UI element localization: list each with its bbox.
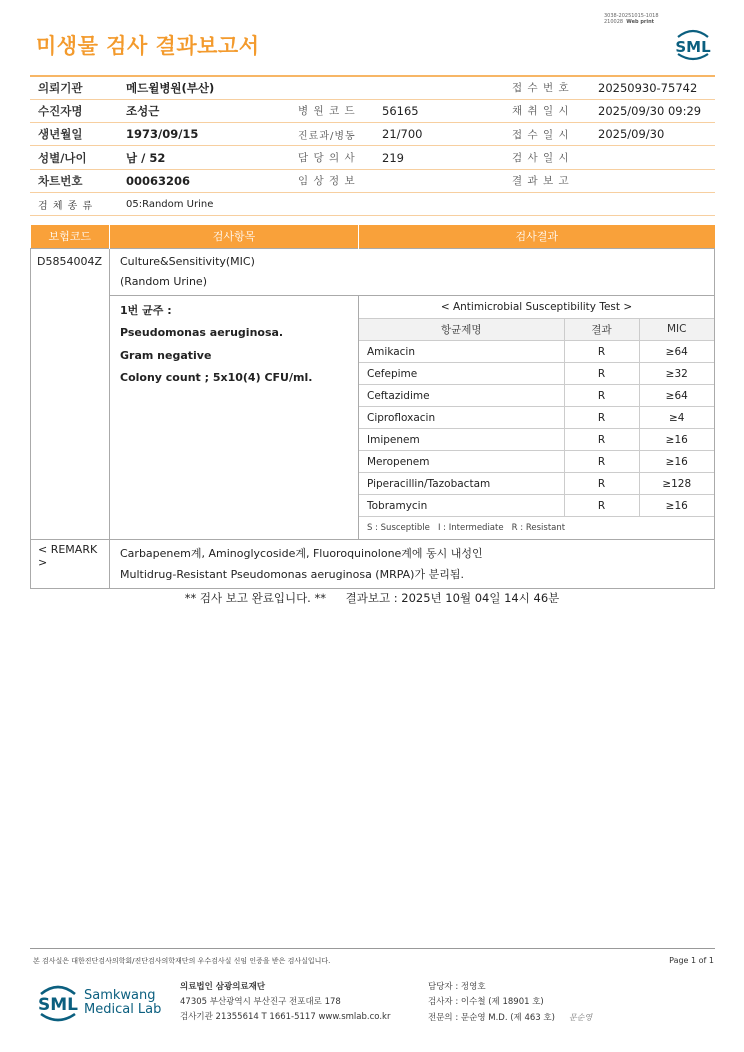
remark-text <box>110 539 715 588</box>
result-row <box>31 295 715 539</box>
header-insurance-code: 보험코드 <box>31 225 110 248</box>
completion-line <box>0 590 744 606</box>
ast-result: R <box>564 429 639 451</box>
staff-line: 담당자 : 정영호 <box>428 982 486 992</box>
info-label: 차트번호 <box>30 169 118 192</box>
test-row <box>31 248 715 295</box>
organism-line: 1번 균주 : <box>120 303 172 317</box>
footer-divider <box>30 948 715 949</box>
page-number: Page 1 of 1 <box>669 956 714 965</box>
info-value <box>374 76 500 99</box>
info-value: 219 <box>374 146 500 169</box>
ast-cell <box>359 295 715 539</box>
info-row <box>30 99 715 122</box>
remark-row <box>31 539 715 588</box>
ast-drug: Ceftazidime <box>359 385 564 407</box>
completion-text: ** 검사 보고 완료입니다. ** <box>184 591 326 605</box>
info-label: 병 원 코 드 <box>286 99 374 122</box>
org-address: 47305 부산광역시 부산진구 전포대로 178 <box>180 997 341 1007</box>
info-row <box>30 192 715 215</box>
ast-header-mic: MIC <box>639 318 714 341</box>
org-contact: 검사기관 21355614 T 1661-5117 www.smlab.co.kr <box>180 1012 391 1022</box>
staff-line: 전문의 : 문순영 M.D. (제 463 호) <box>428 1013 555 1023</box>
remark-line: Carbapenem계, Aminoglycoside계, Fluoroquinolone계에 동시 내성인 <box>120 546 483 560</box>
info-row <box>30 146 715 169</box>
ast-drug: Ciprofloxacin <box>359 407 564 429</box>
test-item-line: (Random Urine) <box>120 274 207 288</box>
ast-table <box>359 296 714 539</box>
results-header <box>31 225 715 248</box>
ast-mic: ≥64 <box>639 385 714 407</box>
print-code-1: 3038-20251015-1018 <box>604 13 659 19</box>
info-value: 1973/09/15 <box>118 123 286 146</box>
signature: 문순영 <box>568 1013 593 1022</box>
insurance-code: D5854004Z <box>31 248 110 539</box>
info-value: 조성근 <box>118 99 286 122</box>
print-id <box>604 13 659 25</box>
info-value: 21/700 <box>374 123 500 146</box>
info-label: 수진자명 <box>30 99 118 122</box>
ast-result: R <box>564 385 639 407</box>
ast-drug: Piperacillin/Tazobactam <box>359 473 564 495</box>
ast-row <box>359 363 714 385</box>
ast-result: R <box>564 363 639 385</box>
staff-info <box>428 980 592 1026</box>
info-label: 임 상 정 보 <box>286 169 374 192</box>
ast-mic: ≥16 <box>639 495 714 517</box>
info-value: 20250930-75742 <box>590 76 715 99</box>
info-label: 의뢰기관 <box>30 76 118 99</box>
ast-mic: ≥32 <box>639 363 714 385</box>
test-item-line: Culture&Sensitivity(MIC) <box>120 254 255 268</box>
info-value: 남 / 52 <box>118 146 286 169</box>
lab-name-line: Samkwang <box>84 988 156 1003</box>
info-value <box>590 146 715 169</box>
header-test-item: 검사항목 <box>110 225 359 248</box>
info-label: 접 수 번 호 <box>500 76 590 99</box>
sml-logo-icon <box>672 26 714 62</box>
info-label: 채 취 일 시 <box>500 99 590 122</box>
info-label: 성별/나이 <box>30 146 118 169</box>
ast-row <box>359 429 714 451</box>
staff-line: 검사자 : 이수철 (제 18901 호) <box>428 997 544 1007</box>
ast-title: < Antimicrobial Susceptibility Test > <box>359 296 714 319</box>
ast-drug: Cefepime <box>359 363 564 385</box>
org-name: 의료법인 삼광의료재단 <box>180 982 266 992</box>
report-title: 미생물 검사 결과보고서 <box>36 34 260 58</box>
report-time: 결과보고 : 2025년 10월 04일 14시 46분 <box>345 591 560 605</box>
info-value <box>590 169 715 192</box>
info-label: 접 수 일 시 <box>500 123 590 146</box>
info-value <box>374 169 500 192</box>
info-label: 진료과/병동 <box>286 123 374 146</box>
lab-name <box>84 989 161 1017</box>
ast-row <box>359 495 714 517</box>
organism-line: Pseudomonas aeruginosa. <box>120 326 284 339</box>
footer-logo-text: SML <box>38 995 78 1015</box>
organism-line: Colony count ; 5x10(4) CFU/ml. <box>120 371 313 384</box>
info-label <box>286 76 374 99</box>
print-label: Web print <box>626 19 655 25</box>
ast-mic: ≥16 <box>639 451 714 473</box>
patient-info-table <box>30 75 715 216</box>
info-label: 결 과 보 고 <box>500 169 590 192</box>
ast-result: R <box>564 451 639 473</box>
ast-mic: ≥4 <box>639 407 714 429</box>
ast-result: R <box>564 341 639 363</box>
test-item <box>110 248 715 295</box>
ast-mic: ≥64 <box>639 341 714 363</box>
lab-name-line: Medical Lab <box>84 1002 162 1017</box>
org-info <box>180 980 390 1025</box>
results-table <box>30 225 715 589</box>
ast-result: R <box>564 407 639 429</box>
ast-result: R <box>564 495 639 517</box>
remark-label: < REMARK > <box>31 539 110 588</box>
specimen-value: 05:Random Urine <box>118 192 715 215</box>
ast-title-row <box>359 296 714 319</box>
info-row <box>30 123 715 146</box>
ast-header-result: 결과 <box>564 318 639 341</box>
info-value: 00063206 <box>118 169 286 192</box>
info-label: 검 사 일 시 <box>500 146 590 169</box>
ast-row <box>359 407 714 429</box>
ast-legend: S : Susceptible I : Intermediate R : Resistant <box>367 522 566 533</box>
ast-drug: Tobramycin <box>359 495 564 517</box>
info-value: 56165 <box>374 99 500 122</box>
specimen-label: 검 체 종 류 <box>30 192 118 215</box>
ast-row <box>359 451 714 473</box>
print-code-2: 210028 <box>604 19 624 25</box>
info-label: 담 당 의 사 <box>286 146 374 169</box>
ast-row <box>359 473 714 495</box>
ast-mic: ≥128 <box>639 473 714 495</box>
certification-text: 본 검사실은 대한진단검사의학회/진단검사의학재단의 우수검사실 신임 인증을 받은 검사실입니다. <box>33 957 331 965</box>
ast-header-row <box>359 318 714 341</box>
info-label: 생년월일 <box>30 123 118 146</box>
ast-row <box>359 385 714 407</box>
ast-result: R <box>564 473 639 495</box>
ast-header-drug: 항균제명 <box>359 318 564 341</box>
ast-legend-row <box>359 517 714 539</box>
ast-drug: Amikacin <box>359 341 564 363</box>
ast-drug: Imipenem <box>359 429 564 451</box>
info-value: 2025/09/30 <box>590 123 715 146</box>
header-test-result: 검사결과 <box>359 225 715 248</box>
ast-mic: ≥16 <box>639 429 714 451</box>
info-value: 2025/09/30 09:29 <box>590 99 715 122</box>
sml-logo-text: SML <box>675 38 711 56</box>
info-row <box>30 76 715 99</box>
samkwang-logo-icon <box>36 980 80 1024</box>
ast-row <box>359 341 714 363</box>
info-value: 메드윌병원(부산) <box>118 76 286 99</box>
remark-line: Multidrug-Resistant Pseudomonas aeruginosa (MRPA)가 분리됨. <box>120 567 464 581</box>
ast-drug: Meropenem <box>359 451 564 473</box>
organism-info <box>110 295 359 539</box>
info-row <box>30 169 715 192</box>
organism-line: Gram negative <box>120 348 212 362</box>
